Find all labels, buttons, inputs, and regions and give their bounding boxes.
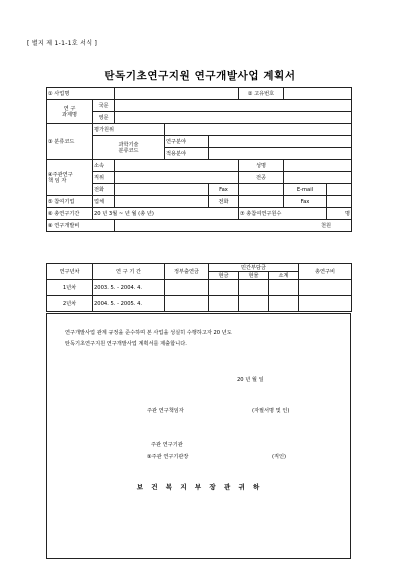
budget-cell[interactable] xyxy=(299,280,352,296)
budget-header-period: 연 구 기 간 xyxy=(93,264,165,280)
applied-field-field[interactable] xyxy=(209,148,352,160)
budget-cell[interactable] xyxy=(269,296,299,312)
budget-cell[interactable] xyxy=(299,296,352,312)
budget-table xyxy=(46,263,352,312)
fax-field[interactable] xyxy=(239,184,284,196)
english-label: 영문 xyxy=(93,112,115,124)
phone-label: 전화 xyxy=(93,184,115,196)
fax2-field[interactable] xyxy=(327,196,352,208)
phone2-label: 전화 xyxy=(209,196,239,208)
budget-subheader-subtotal: 소계 xyxy=(269,272,299,280)
institution-seal-note[interactable]: (직인) xyxy=(272,454,287,460)
budget-header-year: 연구년차 xyxy=(47,264,93,280)
institution-label: 주관 연구기관 xyxy=(151,442,183,448)
phone-field[interactable] xyxy=(115,184,209,196)
period-value[interactable]: 20 년 3월 ~ 년 월 (총 년) xyxy=(93,208,239,220)
name-field[interactable] xyxy=(284,160,352,172)
applied-field-label: 적용분야 xyxy=(165,148,209,160)
unique-no-field[interactable] xyxy=(284,88,352,100)
major-field[interactable] xyxy=(284,172,352,184)
researcher-signature-label: 주관 연구책임자 xyxy=(147,408,184,414)
budget-row-period: 2004. 5. - 2005. 4. xyxy=(93,296,165,312)
budget-subheader-inkind: 현물 xyxy=(239,272,269,280)
budget-cell[interactable] xyxy=(165,296,209,312)
plan-form-table xyxy=(46,87,352,232)
budget-cell[interactable] xyxy=(209,296,239,312)
period-label: ⑥ 총연구기간 xyxy=(47,208,93,220)
science-tech-label: 과학기술 분류코드 xyxy=(93,136,165,160)
fax2-label: Fax xyxy=(284,196,327,208)
budget-cell[interactable] xyxy=(165,280,209,296)
budget-row xyxy=(47,280,352,296)
budget-header-gov: 정부출연금 xyxy=(165,264,209,280)
company-field[interactable] xyxy=(115,196,209,208)
position-field[interactable] xyxy=(115,172,239,184)
declaration-section xyxy=(46,313,351,559)
project-name-field[interactable] xyxy=(115,88,239,100)
participants-unit[interactable]: 명 xyxy=(327,208,352,220)
budget-row-year: 2년차 xyxy=(47,296,93,312)
affiliation-label: 소속 xyxy=(93,160,115,172)
institution-head-label: ⑨주관 연구기관장 xyxy=(147,454,189,460)
submission-date[interactable]: 20 년 월 일 xyxy=(237,377,264,383)
declaration-line-2: 탄독기초연구지원 연구개발사업 계획서를 제출합니다. xyxy=(65,341,187,347)
unique-no-label: ② 고유번호 xyxy=(239,88,284,100)
budget-subheader-cash: 현금 xyxy=(209,272,239,280)
name-label: 성명 xyxy=(239,160,284,172)
participants-label: ⑦ 총참여연구원수 xyxy=(239,208,327,220)
position-label: 직위 xyxy=(93,172,115,184)
budget-cell[interactable] xyxy=(269,280,299,296)
project-name-label: ① 사업명 xyxy=(47,88,115,100)
affiliation-field[interactable] xyxy=(115,160,239,172)
research-field-label: 연구분야 xyxy=(165,136,209,148)
budget-row xyxy=(47,296,352,312)
addressee: 보 건 복 지 부 장 관 귀 하 xyxy=(136,483,263,491)
english-title-field[interactable] xyxy=(115,112,352,124)
fax-label: Fax xyxy=(209,184,239,196)
classification-label: ③ 분류코드 xyxy=(47,124,93,160)
budget-row-period: 2003. 5. - 2004. 4. xyxy=(93,280,165,296)
cost-unit[interactable]: 천원 xyxy=(115,220,352,232)
budget-row-year: 1년차 xyxy=(47,280,93,296)
phone2-field[interactable] xyxy=(239,196,284,208)
korean-title-field[interactable] xyxy=(115,100,352,112)
budget-cell[interactable] xyxy=(209,280,239,296)
declaration-line-1: 연구개발사업 관계 규정을 준수하며 본 사업을 성실히 수행하고자 20 년도 xyxy=(65,330,232,336)
declaration-text xyxy=(65,328,232,350)
researcher-label: ④주관연구 책 임 자 xyxy=(47,160,93,196)
budget-header-total: 총연구비 xyxy=(299,264,352,280)
major-label: 전공 xyxy=(239,172,284,184)
research-task-label: 연 구 과제명 xyxy=(47,100,93,124)
budget-item-label: 평가원위 xyxy=(93,124,165,136)
researcher-signature-note[interactable]: (자필서명 및 인) xyxy=(252,408,290,414)
cost-label: ⑧ 연구개발비 xyxy=(47,220,115,232)
document-title: 탄독기초연구지원 연구개발사업 계획서 xyxy=(104,70,296,82)
korean-label: 국문 xyxy=(93,100,115,112)
institution-label: ⑤ 참여기업 xyxy=(47,196,93,208)
budget-item-field[interactable] xyxy=(165,124,352,136)
company-label: 업체 xyxy=(93,196,115,208)
form-number-label: [ 별지 제 1-1-1호 서식 ] xyxy=(27,40,98,47)
email-field[interactable] xyxy=(327,184,352,196)
research-field-field[interactable] xyxy=(209,136,352,148)
budget-cell[interactable] xyxy=(239,296,269,312)
budget-cell[interactable] xyxy=(239,280,269,296)
email-label: E-mail xyxy=(284,184,327,196)
budget-header-private: 민간부담금 xyxy=(209,264,299,272)
